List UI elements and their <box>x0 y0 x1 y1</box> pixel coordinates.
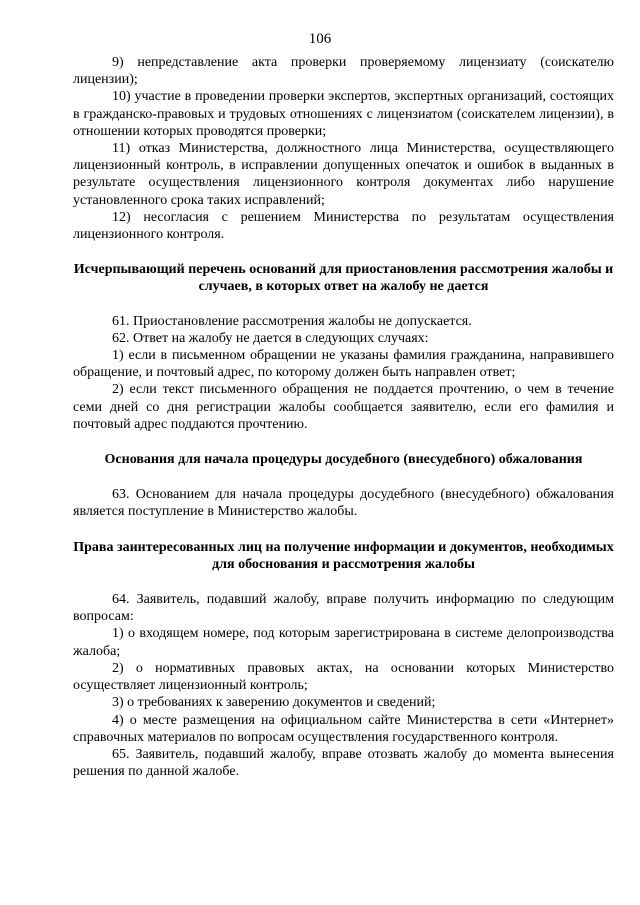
clause-64: 64. Заявитель, подавший жалобу, вправе получить информацию по следующим вопросам: <box>73 592 614 625</box>
clause-64-item-1: 1) о входящем номере, под которым зарегистрирована в системе делопроизводства жалоба; <box>73 626 614 659</box>
list-item-12: 12) несогласия с решением Министерства по результатам осуществления лицензионного контроля. <box>73 209 614 243</box>
clause-63: 63. Основанием для начала процедуры досудебного (внесудебного) обжалования является поступление в Министерство жалобы. <box>73 487 614 520</box>
clause-64-item-3: 3) о требованиях к заверению документов и сведений; <box>112 695 436 711</box>
clause-64-item-2: 2) о нормативных правовых актах, на основании которых Министерство осуществляет лицензионный контроль; <box>73 660 614 694</box>
document-body <box>73 54 614 780</box>
clause-62-item-1: 1) если в письменном обращении не указаны фамилия гражданина, направившего обращение, и почтовый адрес, по которому должен быть направлен ответ; <box>73 348 614 381</box>
list-item-11: 11) отказ Министерства, должностного лица Министерства, осуществляющего лицензионный контроль, в исправлении допущенных опечаток и ошибок в выданных в результате осуществления лицензионного контроля документах либо нарушение установленного срока таких исправлений; <box>73 141 614 208</box>
clause-62-item-2: 2) если текст письменного обращения не поддается прочтению, о чем в течение семи дней со дня регистрации жалобы сообщается заявителю, если его фамилия и почтовый адрес поддаются прочтению. <box>73 382 614 432</box>
heading-grounds: Основания для начала процедуры досудебного (внесудебного) обжалования <box>104 452 583 468</box>
clause-62: 62. Ответ на жалобу не дается в следующих случаях: <box>112 330 429 346</box>
list-item-10: 10) участие в проведении проверки экспертов, экспертных организаций, состоящих в гражданско-правовых и трудовых отношениях с лицензиатом (соискателем лицензии), в отношении которых проводятся проверки; <box>73 89 614 139</box>
list-item-9: 9) непредставление акта проверки проверяемому лицензиату (соискателю лицензии); <box>73 55 614 88</box>
heading-suspension: Исчерпывающий перечень оснований для приостановления рассмотрения жалобы и случаев, в которых ответ на жалобу не дается <box>73 262 614 295</box>
clause-61: 61. Приостановление рассмотрения жалобы не допускается. <box>112 313 472 329</box>
clause-64-item-4: 4) о месте размещения на официальном сайте Министерства в сети «Интернет» справочных материалов по вопросам осуществления государственного контроля. <box>73 712 614 745</box>
heading-rights: Права заинтересованных лиц на получение информации и документов, необходимых для обоснования и рассмотрения жалобы <box>73 539 614 572</box>
page-number: 106 <box>308 31 332 47</box>
clause-65: 65. Заявитель, подавший жалобу, вправе отозвать жалобу до момента вынесения решения по данной жалобе. <box>73 746 614 780</box>
